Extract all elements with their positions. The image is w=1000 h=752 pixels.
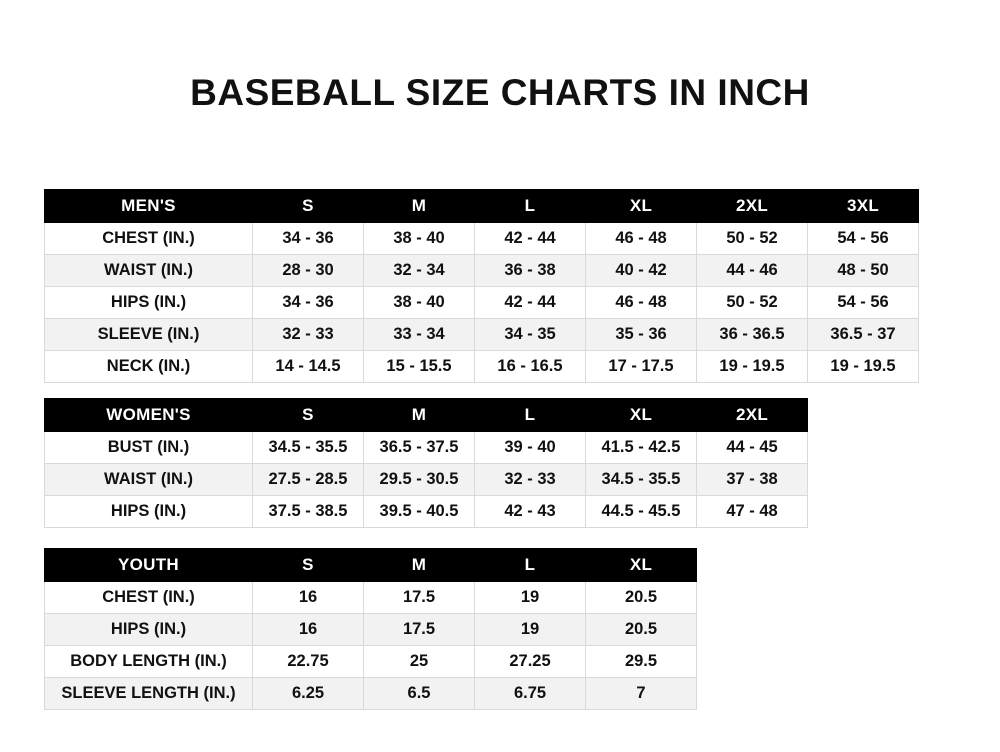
youth-header-s: S (253, 549, 364, 582)
cell: 29.5 - 30.5 (364, 464, 475, 496)
cell: 6.75 (475, 678, 586, 710)
cell: 19 - 19.5 (697, 351, 808, 383)
cell: 38 - 40 (364, 223, 475, 255)
cell: 34 - 35 (475, 319, 586, 351)
table-row (45, 287, 919, 319)
cell: 15 - 15.5 (364, 351, 475, 383)
cell: 32 - 33 (475, 464, 586, 496)
page-title: BASEBALL SIZE CHARTS IN INCH (190, 72, 810, 113)
cell: 25 (364, 646, 475, 678)
cell: 34.5 - 35.5 (586, 464, 697, 496)
cell: 36.5 - 37 (808, 319, 919, 351)
mens-header-xl: XL (586, 190, 697, 223)
mens-size-chart (44, 189, 919, 383)
table-header-row (45, 549, 697, 582)
youth-header-xl: XL (586, 549, 697, 582)
row-label: SLEEVE (IN.) (45, 319, 253, 351)
cell: 29.5 (586, 646, 697, 678)
cell: 7 (586, 678, 697, 710)
cell: 37.5 - 38.5 (253, 496, 364, 528)
womens-table-body (45, 432, 808, 528)
mens-header-3xl: 3XL (808, 190, 919, 223)
cell: 50 - 52 (697, 223, 808, 255)
table-row (45, 646, 697, 678)
cell: 6.25 (253, 678, 364, 710)
row-label: WAIST (IN.) (45, 464, 253, 496)
youth-header-m: M (364, 549, 475, 582)
table-row (45, 614, 697, 646)
cell: 17.5 (364, 582, 475, 614)
table-row (45, 351, 919, 383)
cell: 17.5 (364, 614, 475, 646)
mens-table-body (45, 223, 919, 383)
mens-table-head (45, 190, 919, 223)
table-header-row (45, 190, 919, 223)
cell: 6.5 (364, 678, 475, 710)
row-label: HIPS (IN.) (45, 287, 253, 319)
cell: 39.5 - 40.5 (364, 496, 475, 528)
cell: 34 - 36 (253, 287, 364, 319)
cell: 27.25 (475, 646, 586, 678)
cell: 35 - 36 (586, 319, 697, 351)
table-row (45, 319, 919, 351)
table-row (45, 464, 808, 496)
womens-header-2xl: 2XL (697, 399, 808, 432)
youth-size-chart (44, 548, 697, 710)
cell: 19 (475, 614, 586, 646)
womens-table (44, 398, 808, 528)
table-row (45, 255, 919, 287)
cell: 16 - 16.5 (475, 351, 586, 383)
row-label: CHEST (IN.) (45, 582, 253, 614)
womens-header-xl: XL (586, 399, 697, 432)
cell: 22.75 (253, 646, 364, 678)
cell: 40 - 42 (586, 255, 697, 287)
table-row (45, 678, 697, 710)
table-header-row (45, 399, 808, 432)
cell: 38 - 40 (364, 287, 475, 319)
cell: 42 - 44 (475, 287, 586, 319)
table-row (45, 582, 697, 614)
cell: 37 - 38 (697, 464, 808, 496)
mens-header-label: MEN'S (45, 190, 253, 223)
row-label: CHEST (IN.) (45, 223, 253, 255)
row-label: HIPS (IN.) (45, 496, 253, 528)
row-label: SLEEVE LENGTH (IN.) (45, 678, 253, 710)
womens-header-l: L (475, 399, 586, 432)
womens-header-m: M (364, 399, 475, 432)
cell: 54 - 56 (808, 223, 919, 255)
youth-table (44, 548, 697, 710)
youth-table-head (45, 549, 697, 582)
cell: 36 - 36.5 (697, 319, 808, 351)
cell: 34.5 - 35.5 (253, 432, 364, 464)
cell: 34 - 36 (253, 223, 364, 255)
row-label: WAIST (IN.) (45, 255, 253, 287)
cell: 36.5 - 37.5 (364, 432, 475, 464)
cell: 19 - 19.5 (808, 351, 919, 383)
cell: 46 - 48 (586, 223, 697, 255)
row-label: BUST (IN.) (45, 432, 253, 464)
row-label: HIPS (IN.) (45, 614, 253, 646)
cell: 54 - 56 (808, 287, 919, 319)
cell: 20.5 (586, 614, 697, 646)
cell: 16 (253, 614, 364, 646)
cell: 14 - 14.5 (253, 351, 364, 383)
cell: 47 - 48 (697, 496, 808, 528)
cell: 27.5 - 28.5 (253, 464, 364, 496)
youth-header-l: L (475, 549, 586, 582)
cell: 16 (253, 582, 364, 614)
table-row (45, 223, 919, 255)
youth-header-label: YOUTH (45, 549, 253, 582)
row-label: NECK (IN.) (45, 351, 253, 383)
table-row (45, 432, 808, 464)
cell: 42 - 44 (475, 223, 586, 255)
table-row (45, 496, 808, 528)
cell: 41.5 - 42.5 (586, 432, 697, 464)
cell: 32 - 34 (364, 255, 475, 287)
cell: 50 - 52 (697, 287, 808, 319)
cell: 17 - 17.5 (586, 351, 697, 383)
youth-table-body (45, 582, 697, 710)
mens-header-s: S (253, 190, 364, 223)
cell: 44.5 - 45.5 (586, 496, 697, 528)
row-label: BODY LENGTH (IN.) (45, 646, 253, 678)
womens-size-chart (44, 398, 808, 528)
cell: 28 - 30 (253, 255, 364, 287)
cell: 39 - 40 (475, 432, 586, 464)
cell: 42 - 43 (475, 496, 586, 528)
womens-table-head (45, 399, 808, 432)
cell: 36 - 38 (475, 255, 586, 287)
cell: 20.5 (586, 582, 697, 614)
cell: 44 - 46 (697, 255, 808, 287)
mens-header-m: M (364, 190, 475, 223)
cell: 32 - 33 (253, 319, 364, 351)
cell: 46 - 48 (586, 287, 697, 319)
mens-header-l: L (475, 190, 586, 223)
womens-header-s: S (253, 399, 364, 432)
mens-table (44, 189, 919, 383)
womens-header-label: WOMEN'S (45, 399, 253, 432)
cell: 33 - 34 (364, 319, 475, 351)
mens-header-2xl: 2XL (697, 190, 808, 223)
cell: 48 - 50 (808, 255, 919, 287)
cell: 19 (475, 582, 586, 614)
cell: 44 - 45 (697, 432, 808, 464)
